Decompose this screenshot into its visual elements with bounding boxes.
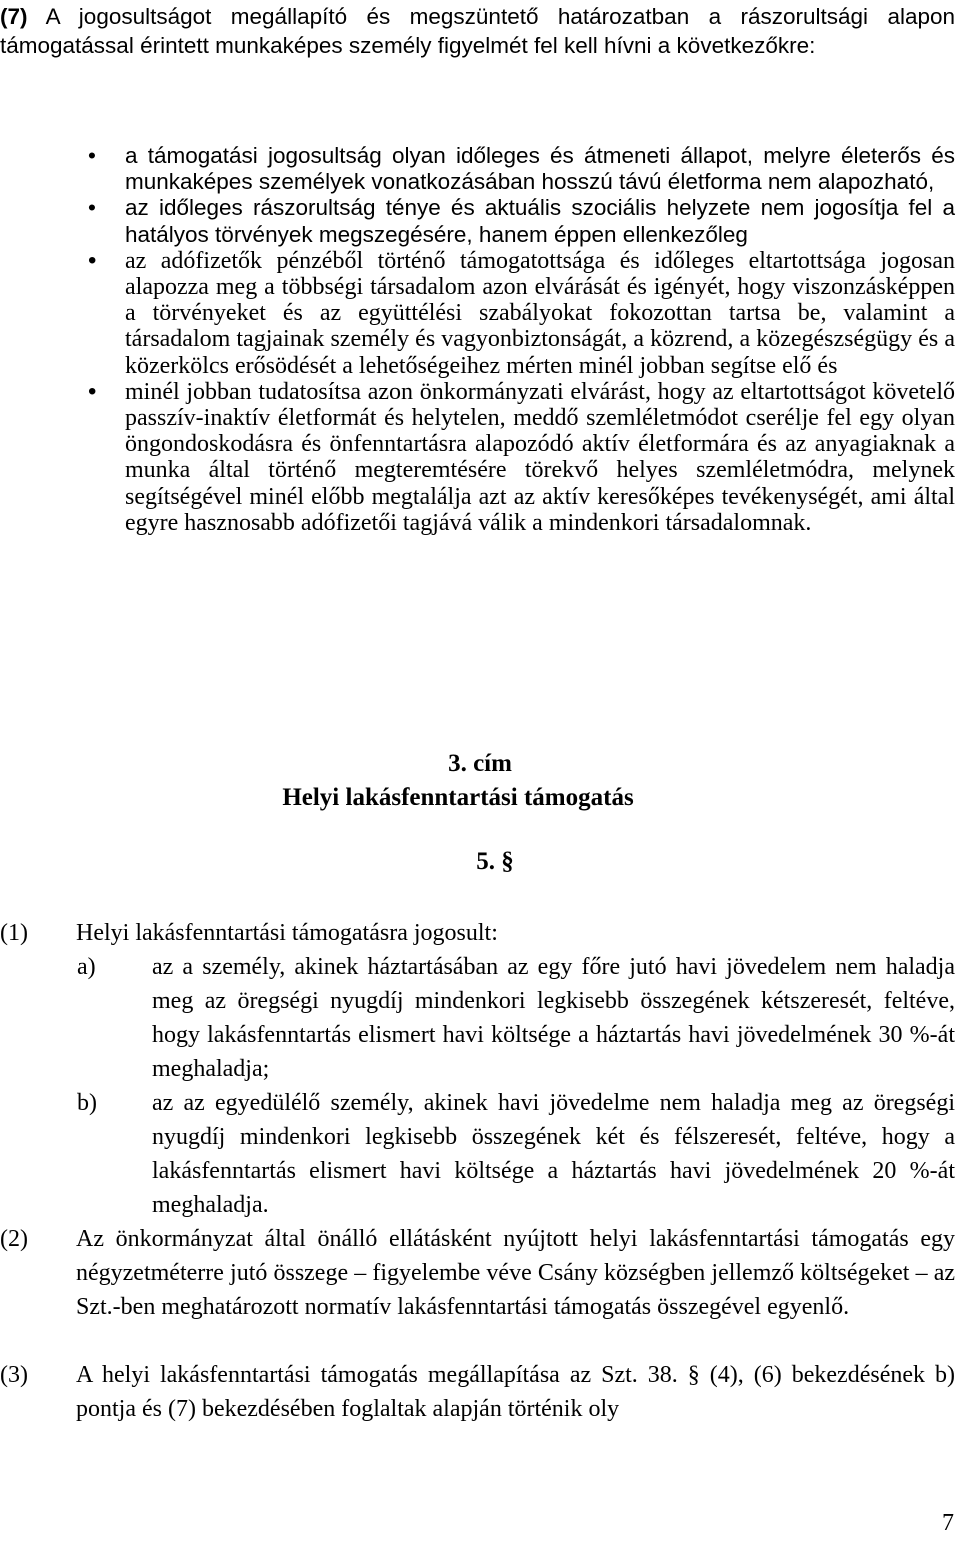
bullet-text: minél jobban tudatosítsa azon önkormányzati elvárást, hogy az eltartottságot követelő passzív-inaktív életformát és helytelen, meddő szemléletmódot cserélje fel egy olyan öngondoskodásra és önfenntartásra alapozódó aktív életformára és az anyagiaknak a munka által történő megteremtésére törekvő helyes szemléletmódra, melynek segítségével minél előbb megtalálja azt az aktív keresőképes tevékenységét, ami által egyre hasznosabb adófizetői tagjává válik a mindenkori társadalomnak. <box>125 378 955 536</box>
bullet-icon: • <box>88 246 97 274</box>
item-text: az az egyedülélő személy, akinek havi jövedelme nem haladja meg az öregségi nyugdíj mindenkori legkisebb összegének két és félszeresét, feltéve, hogy a lakásfenntartás elismert havi költsége a háztartás havi jövedelmének 20 %-át meghaladja. <box>152 1090 955 1218</box>
bullet-text: a támogatási jogosultság olyan időleges és átmeneti állapot, melyre életerős és munkaképes személyek vonatkozásában hosszú távú életforma nem alapozható, <box>125 143 955 195</box>
bullet-list <box>88 143 955 536</box>
page-number: 7 <box>942 1510 954 1536</box>
bullet-item <box>88 143 955 195</box>
paragraph-number: (2) <box>0 1226 28 1252</box>
intro-paragraph <box>0 2 955 60</box>
bullet-icon: • <box>88 377 97 405</box>
bullet-item <box>88 248 955 379</box>
bullet-item <box>88 379 955 536</box>
item-label: a) <box>77 954 96 980</box>
bullet-text: az időleges rászorultság ténye és aktuális szociális helyzete nem jogosítja fel a hatályos törvények megszegésére, hanem éppen ellenkezőleg <box>125 195 955 247</box>
item-label: b) <box>77 1090 97 1116</box>
paragraph-text: A helyi lakásfenntartási támogatás megállapítása az Szt. 38. § (4), (6) bekezdésének b) pontja és (7) bekezdésében foglaltak alapján történik oly <box>76 1362 955 1422</box>
intro-text: A jogosultságot megállapító és megszüntető határozatban a rászorultsági alapon támogatással érintett munkaképes személy figyelmét fel kell hívni a következőkre: <box>0 4 956 58</box>
item-text: az a személy, akinek háztartásában az egy főre jutó havi jövedelem nem haladja meg az öregségi nyugdíj mindenkori legkisebb összegének kétszeresét, feltéve, hogy lakásfenntartás elismert havi költsége a háztartás havi jövedelmének 30 %-át meghaladja; <box>152 954 955 1082</box>
bullet-icon: • <box>88 143 96 168</box>
paragraph-text: Helyi lakásfenntartási támogatásra jogosult: <box>76 920 498 946</box>
paragraph-number: (3) <box>0 1362 28 1388</box>
bullet-icon: • <box>88 195 96 221</box>
paragraph-number: (1) <box>0 920 28 946</box>
bullet-item <box>88 195 955 247</box>
section-number: 5. § <box>476 848 514 875</box>
bullet-text: az adófizetők pénzéből történő támogatottsága és időleges eltartottsága jogosan alapozza meg a többségi társadalom azon elvárását és igényét, hogy viszonzásképpen a törvényeket és az együttélési szabályokat fokozottan tartsa be, valamint a társadalom tagjainak személy és vagyonbiztonságát, a közrend, a közegészségügy és a közerkölcs erősödését a lehetőségeihez mérten minél jobban segítse elő és <box>125 247 955 379</box>
chapter-number: 3. cím <box>448 750 512 777</box>
paragraph-text: Az önkormányzat által önálló ellátásként nyújtott helyi lakásfenntartási támogatás egy négyzetméterre jutó összege – figyelembe véve Csány községben jellemző költségeket – az Szt.-ben meghatározott normatív lakásfenntartási támogatás összegével egyenlő. <box>76 1226 955 1320</box>
intro-number: (7) <box>0 4 28 29</box>
chapter-title: Helyi lakásfenntartási támogatás <box>282 784 634 811</box>
